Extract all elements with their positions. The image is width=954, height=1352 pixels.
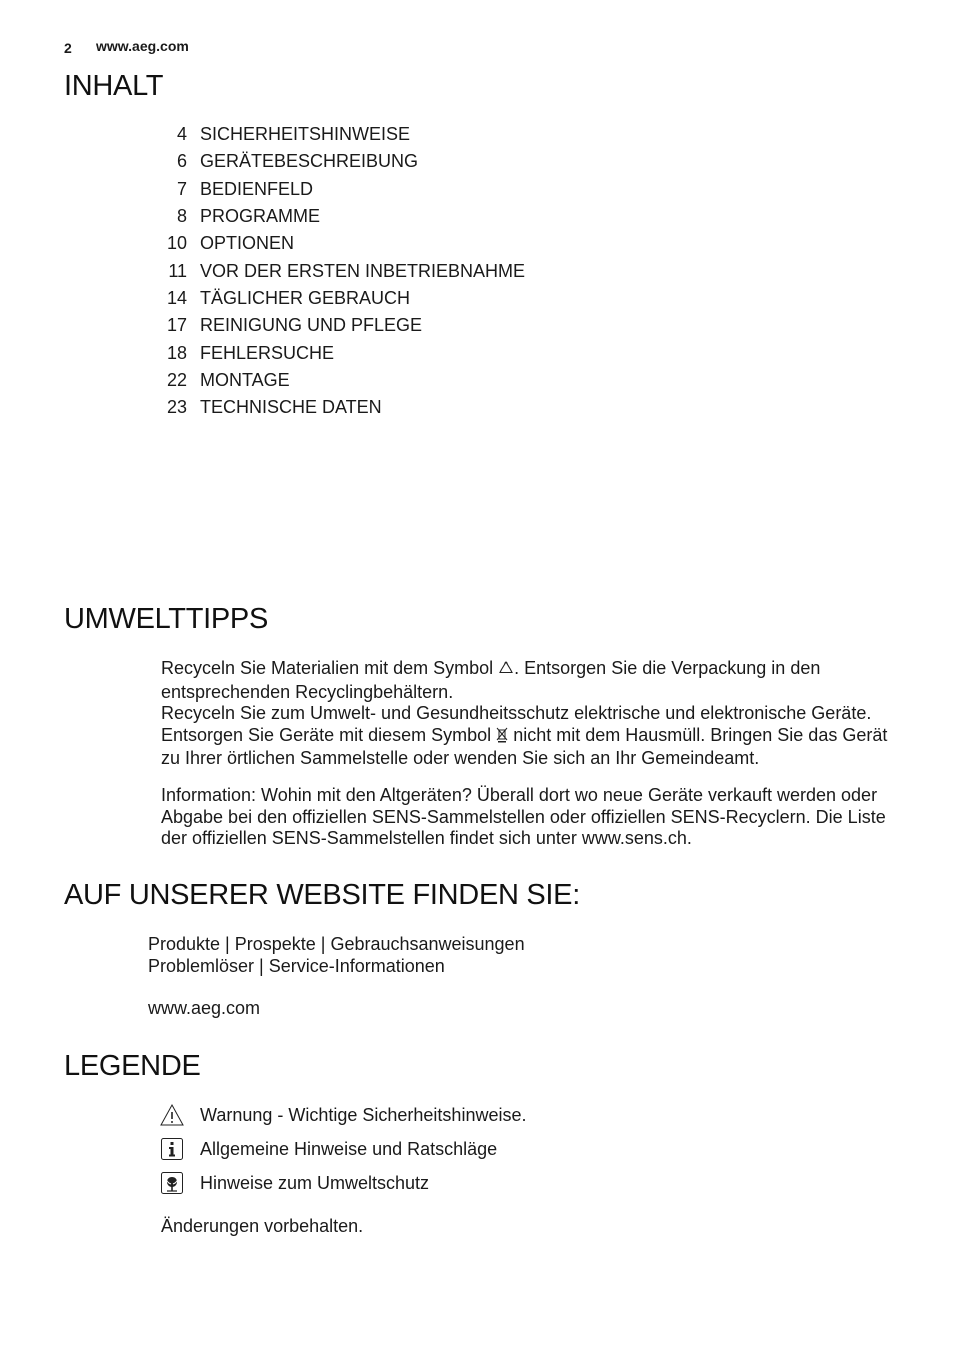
legend-label: Allgemeine Hinweise und Ratschläge <box>200 1138 498 1159</box>
toc-label: BEDIENFELD <box>200 178 314 199</box>
toc-item[interactable] <box>150 367 650 394</box>
toc-item[interactable] <box>150 339 650 366</box>
recycle-text-b: . Entsorgen Sie die Verpackung in den entsprechenden Recyclingbehältern. <box>161 658 821 702</box>
umwelttipps-paragraph-2: Information: Wohin mit den Altgeräten? Überall dort wo neue Geräte verkauft werden oder Abgabe bei den offiziellen SENS-Sammelstellen oder offiziellen SENS-Recyclern. Die Liste der offiziellen SENS-Sammelstellen findet sich unter www.sens.ch. <box>161 785 886 848</box>
legend-label: Hinweise zum Umweltschutz <box>200 1172 430 1193</box>
crossed-bin-icon <box>496 727 508 749</box>
toc-label: OPTIONEN <box>200 233 295 254</box>
toc-label: MONTAGE <box>200 369 290 390</box>
page-number: 2 <box>64 40 72 56</box>
toc-page: 10 <box>166 233 187 254</box>
toc-label: GERÄTEBESCHREIBUNG <box>200 151 419 172</box>
website-url[interactable]: www.aeg.com <box>148 998 261 1018</box>
recycle-icon <box>498 660 514 682</box>
weee-text-b: nicht mit dem Hausmüll. Bringen Sie das Gerät zu Ihrer örtlichen Sammelstelle oder wenden Sie sich an Ihr Gemeindeamt. <box>161 724 888 768</box>
toc-label: VOR DER ERSTEN INBETRIEBNAHME <box>200 260 526 281</box>
toc-page: 7 <box>176 178 187 199</box>
weee-text-a: Recyceln Sie zum Umwelt- und Gesundheitsschutz elektrische und elektronische Geräte. Entsorgen Sie Geräte mit diesem Symbol <box>161 703 872 745</box>
toc-item[interactable] <box>150 121 650 148</box>
legend-label: Warnung - Wichtige Sicherheitshinweise. <box>200 1104 527 1125</box>
toc-label: TÄGLICHER GEBRAUCH <box>200 287 411 308</box>
warning-icon <box>160 1103 184 1127</box>
legende-footer: Änderungen vorbehalten. <box>161 1216 364 1236</box>
inhalt-title: INHALT <box>64 70 164 102</box>
toc-item[interactable] <box>150 203 650 230</box>
toc-page: 23 <box>166 397 187 418</box>
toc-label: SICHERHEITSHINWEISE <box>200 124 411 145</box>
umwelttipps-title: UMWELTTIPPS <box>64 603 269 635</box>
toc-page: 4 <box>176 124 187 145</box>
toc-page: 18 <box>166 342 187 363</box>
website-line-1: Produkte | Prospekte | Gebrauchsanweisungen <box>148 934 525 954</box>
toc-label: FEHLERSUCHE <box>200 342 335 363</box>
website-line-2: Problemlöser | Service-Informationen <box>148 956 445 976</box>
legend-item-info <box>160 1136 497 1162</box>
legend-item-environment <box>160 1170 429 1196</box>
toc-page: 22 <box>166 369 187 390</box>
recycle-text-a: Recyceln Sie Materialien mit dem Symbol <box>161 658 494 678</box>
toc-page: 11 <box>168 260 187 281</box>
toc-page: 8 <box>176 206 187 227</box>
website-title: AUF UNSERER WEBSITE FINDEN SIE: <box>64 879 580 911</box>
toc-item[interactable] <box>150 257 650 284</box>
toc-page: 6 <box>176 151 187 172</box>
toc-item[interactable] <box>150 176 650 203</box>
toc-item[interactable] <box>150 312 650 339</box>
toc-label: REINIGUNG UND PFLEGE <box>200 315 423 336</box>
toc-label: TECHNISCHE DATEN <box>200 397 382 418</box>
toc-label: PROGRAMME <box>200 206 321 227</box>
toc-item[interactable] <box>150 394 650 421</box>
toc-page: 17 <box>166 315 187 336</box>
toc-item[interactable] <box>150 285 650 312</box>
legende-title: LEGENDE <box>64 1050 201 1082</box>
info-icon <box>160 1137 184 1161</box>
table-of-contents <box>150 121 650 421</box>
legend-item-warning <box>160 1102 526 1128</box>
umwelttipps-paragraph-1 <box>161 658 901 770</box>
toc-item[interactable] <box>150 230 650 257</box>
header-url: www.aeg.com <box>96 38 189 54</box>
toc-page: 14 <box>166 287 187 308</box>
environment-icon <box>160 1171 184 1195</box>
toc-item[interactable] <box>150 148 650 175</box>
